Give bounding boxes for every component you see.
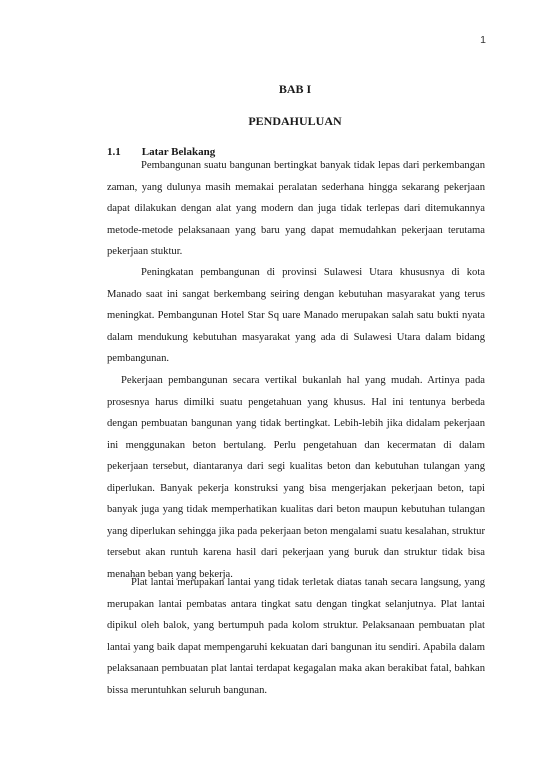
section-number: 1.1 (107, 146, 121, 158)
page-number: 1 (480, 34, 486, 46)
chapter-heading: BAB I (278, 82, 312, 96)
paragraph-4: Plat lantai merupakan lantai yang tidak terletak diatas tanah secara langsung, yang merupakan lantai pembatas antara tingkat satu dengan tingkat selanjutnya. Plat lantai dipikul oleh balok, yang bertumpuh pada kolom struktur. Pelaksanaan pembuatan plat lantai yang baik dapat mempengaruhi kekuatan dari bangunan itu sendiri. Apabila dalam pelaksanaan pembuatan plat lantai terdapat kegagalan maka akan berakibat fatal, bahkan bissa meruntuhkan seluruh bangunan. (107, 577, 485, 696)
paragraph-1: Pembangunan suatu bangunan bertingkat banyak tidak lepas dari perkembangan zaman, yang dulunya masih memakai peralatan sederhana hingga sekarang pekerjaan dapat dilakukan dengan alat yang modern dan juga tidak terlepas dari ditemukannya metode-metode pelaksanaan yang baru yang dapat memudahkan pekerjaan terutama pekerjaan stuktur. (107, 160, 485, 257)
section-title: Latar Belakang (141, 146, 216, 158)
paragraph-2: Peningkatan pembangunan di provinsi Sulawesi Utara khususnya di kota Manado saat ini sangat berkembang seiring dengan kebutuhan masyarakat yang terus meningkat. Pembangunan Hotel Star Sq uare Manado merupakan salah satu bukti nyata dalam mendukung kebutuhan masyarakat yang ada di Sulawesi Utara dalam bidang pembangunan. (107, 267, 485, 364)
paragraph-3: Pekerjaan pembangunan secara vertikal bukanlah hal yang mudah. Artinya pada prosesnya harus dimilki suatu pengetahuan yang khusus. Hal ini tentunya berbeda dengan pembuatan bangunan yang tidak bertingkat. Lebih-lebih jika didalam pekerjaan ini menggunakan beton bertulang. Perlu pengetahuan dan kecermatan di dalam pekerjaan tersebut, diantaranya dari segi kualitas beton dan kebutuhan tulangan yang diperlukan. Banyak pekerja konstruksi yang bisa mengerjakan pekerjaan beton, tapi banyak juga yang tidak memperhatikan kualitas dari beton maupun kebutuhan tulangan yang diperlukan sehingga jika pada pekerjaan beton mengalami suatu kesalahan, struktur tersebut akan runtuh karena hasil dari pekerjaan yang buruk dan struktur tidak bisa menahan beban yang bekerja. (107, 375, 485, 580)
chapter-title: PENDAHULUAN (248, 114, 342, 128)
